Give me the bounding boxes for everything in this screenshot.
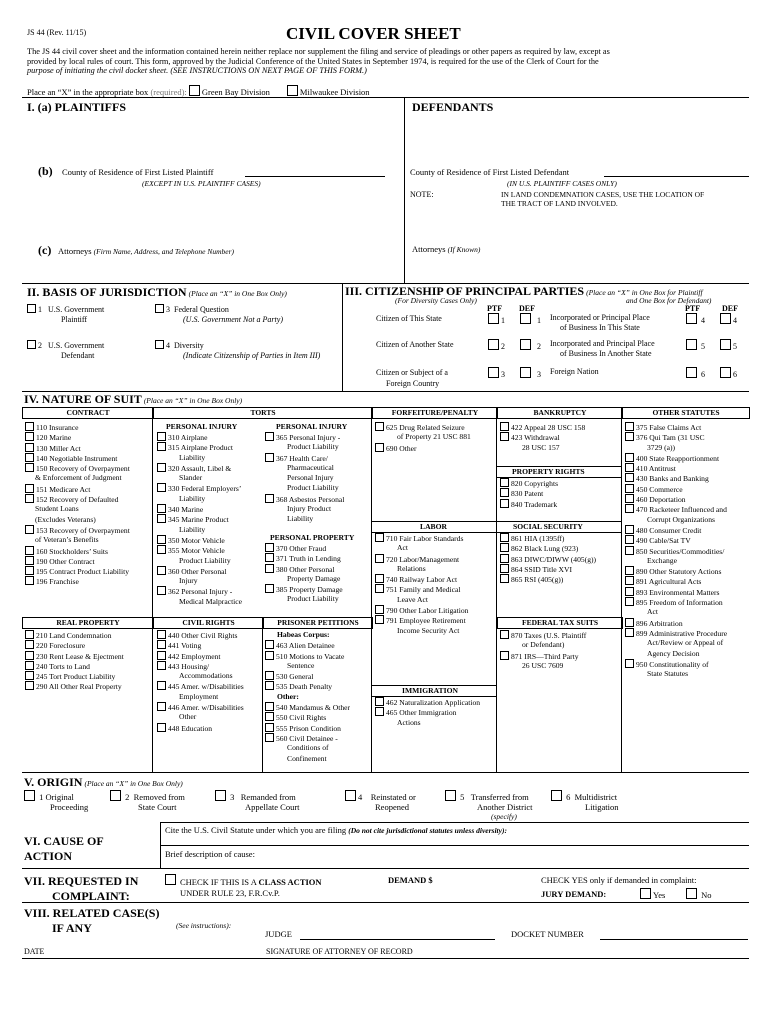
list-item[interactable]: 385 Property Damage xyxy=(265,584,343,594)
list-item[interactable]: 840 Trademark xyxy=(500,499,558,509)
list-item[interactable]: 560 Civil Detainee - xyxy=(265,733,350,743)
list-item[interactable]: 510 Motions to Vacate xyxy=(265,651,350,661)
intro-text: The JS 44 civil cover sheet and the information contained herein neither replace nor supplement the filing and service of pleadings or other papers as required by law, except as provided by local rules of court. This form, approved by the Judicial Conference of the United States in September 1974, is required for the use of the Clerk of Court for the purpose of initiating the civil docket sheet. (SEE INSTRUCTIONS ON NEXT PAGE OF THIS FORM.) xyxy=(27,47,610,75)
nature-of-suit-heading: IV. NATURE OF SUIT (Place an “X” in One Box Only) xyxy=(24,392,243,406)
list-item[interactable]: 375 False Claims Act xyxy=(625,422,727,432)
list-item[interactable]: 465 Other Immigration xyxy=(375,707,480,717)
list-item[interactable]: 442 Employment xyxy=(157,651,244,661)
personal-property-list: 370 Other Fraud 371 Truth in Lending 380 Other Personal Property Damage 385 Property Damage Product Liability xyxy=(265,543,343,605)
list-item[interactable]: 360 Other Personal xyxy=(157,566,242,576)
list-item[interactable]: 895 Freedom of Information xyxy=(625,597,727,607)
list-item[interactable]: 890 Other Statutory Actions xyxy=(625,566,727,576)
list-item[interactable]: 440 Other Civil Rights xyxy=(157,630,244,640)
list-item[interactable]: 450 Commerce xyxy=(625,484,727,494)
civil-rights-list: 440 Other Civil Rights 441 Voting 442 Employment 443 Housing/ Accommodations 445 Amer. w/Disabilities Employment 446 Amer. w/Disabilities Other 448 Education xyxy=(157,630,244,733)
list-item[interactable]: 865 RSI (405(g)) xyxy=(500,574,596,584)
incorporated-this-state-ptf[interactable]: 4 xyxy=(686,313,705,325)
list-item[interactable]: 791 Employee Retirement xyxy=(375,615,468,625)
forfeiture-header: FORFEITURE/PENALTY xyxy=(372,407,498,419)
list-item[interactable]: 625 Drug Related Seizure xyxy=(375,422,471,432)
plaintiff-attorneys-label: Attorneys (Firm Name, Address, and Telephone Number) xyxy=(58,246,234,256)
foreign-nation-def[interactable]: 6 xyxy=(720,367,737,379)
list-item[interactable]: 368 Asbestos Personal xyxy=(265,494,344,504)
list-item[interactable]: 400 State Reapportionment xyxy=(625,453,727,463)
citizen-foreign-def[interactable]: 3 xyxy=(520,367,541,379)
incorporated-another-state-def[interactable]: 5 xyxy=(720,339,737,351)
requested-heading: VII. REQUESTED IN COMPLAINT: xyxy=(24,874,139,903)
list-item[interactable]: 535 Death Penalty xyxy=(265,681,350,691)
cause-heading: VI. CAUSE OF ACTION xyxy=(24,834,104,863)
other-statutes-list: 375 False Claims Act 376 Qui Tam (31 USC 3729 (a)) 400 State Reapportionment 410 Antitrust 430 Banks and Banking 450 Commerce 460 Deportation 470 Racketeer Influenced and Corrupt Organizations 480 Consumer Credit 490 Cable/Sat TV 850 Securities/Commodities/ Exchange 890 Other Statutory Actions 891 Agricultural Acts 893 Environmental Matters 895 Freedom of Information Act 896 Arbitration 899 Administrative Procedure Act/Review or Appeal of Agency Decision 950 Constitutionality of State Statutes xyxy=(625,422,727,679)
date-label: DATE xyxy=(24,947,45,956)
list-item[interactable]: 463 Alien Detainee xyxy=(265,640,350,650)
note-text: IN LAND CONDEMNATION CASES, USE THE LOCATION OF THE TRACT OF LAND INVOLVED. xyxy=(501,190,705,208)
list-item[interactable]: 460 Deportation xyxy=(625,494,727,504)
docket-label: DOCKET NUMBER xyxy=(511,929,584,939)
form-id: JS 44 (Rev. 11/15) xyxy=(27,28,87,37)
list-item[interactable]: 445 Amer. w/Disabilities xyxy=(157,681,244,691)
contract-list: 110 Insurance 120 Marine 130 Miller Act 140 Negotiable Instrument 150 Recovery of Overpayment & Enforcement of Judgment 151 Medicare Act 152 Recovery of Defaulted Student Loans (Excludes Veterans) 153 Recovery of Overpayment of Veteran’s Benefits 160 Stockholders’ Suits 190 Other Contract 195 Contract Product Liability 196 Franchise xyxy=(25,422,130,587)
list-item[interactable]: 153 Recovery of Overpayment xyxy=(25,525,130,535)
list-item[interactable]: 245 Tort Product Liability xyxy=(25,671,124,681)
jury-no-checkbox[interactable]: No xyxy=(686,888,712,900)
origin-heading: V. ORIGIN (Place an “X” in One Box Only) xyxy=(24,775,183,789)
plaintiffs-heading: I. (a) PLAINTIFFS xyxy=(27,100,127,114)
judge-label: JUDGE xyxy=(265,929,292,939)
brief-description-label: Brief description of cause: xyxy=(165,849,255,859)
list-item[interactable]: 380 Other Personal xyxy=(265,564,343,574)
list-item[interactable]: 152 Recovery of Defaulted xyxy=(25,494,130,504)
list-item[interactable]: 160 Stockholders’ Suits xyxy=(25,546,130,556)
list-item[interactable]: 740 Railway Labor Act xyxy=(375,574,468,584)
list-item[interactable]: 110 Insurance xyxy=(25,422,130,432)
list-item[interactable]: 550 Civil Rights xyxy=(265,712,350,722)
defendants-heading: DEFENDANTS xyxy=(412,100,494,114)
list-item[interactable]: 480 Consumer Credit xyxy=(625,525,727,535)
list-item[interactable]: 196 Franchise xyxy=(25,576,130,586)
list-item[interactable]: 371 Truth in Lending xyxy=(265,553,343,563)
federal-tax-list: 870 Taxes (U.S. Plaintiff or Defendant) 871 IRS—Third Party 26 USC 7609 xyxy=(500,630,586,671)
related-cases-heading: VIII. RELATED CASE(S) IF ANY xyxy=(24,906,160,935)
personal-injury-list: 310 Airplane 315 Airplane Product Liability 320 Assault, Libel & Slander 330 Federal Employers’ Liability 340 Marine 345 Marine Product Liability 350 Motor Vehicle 355 Motor Vehicle Product Liability 360 Other Personal Injury 362 Personal Injury - Medical Malpractice xyxy=(157,432,242,607)
list-item[interactable]: 130 Miller Act xyxy=(25,443,130,453)
judge-field[interactable] xyxy=(300,939,495,940)
jurisdiction-3[interactable]: 3 Federal Question (U.S. Government Not a Party) xyxy=(155,304,283,324)
defendant-attorneys-label: Attorneys (If Known) xyxy=(412,244,481,254)
docket-field[interactable] xyxy=(600,939,748,940)
list-item[interactable]: 555 Prison Condition xyxy=(265,723,350,733)
list-item[interactable]: 820 Copyrights xyxy=(500,478,558,488)
list-item[interactable]: 950 Constitutionality of xyxy=(625,659,727,669)
green-bay-checkbox[interactable] xyxy=(189,85,200,96)
immigration-list: 462 Naturalization Application 465 Other Immigration Actions xyxy=(375,697,480,728)
cite-label: Cite the U.S. Civil Statute under which you are filing (Do not cite jurisdictional statutes unless diversity): xyxy=(165,825,507,835)
incorporated-this-state-def[interactable]: 4 xyxy=(720,313,737,325)
origin-2[interactable]: 2 Removed from State Court xyxy=(110,790,185,812)
jurisdiction-1[interactable]: 1 U.S. Government Plaintiff xyxy=(27,304,104,324)
property-rights-list xyxy=(500,478,558,509)
division-row: Place an “X” in the appropriate box (required): Green Bay Division Milwaukee Division xyxy=(27,87,370,97)
origin-3[interactable]: 3 Remanded from Appellate Court xyxy=(215,790,300,812)
torts-header: TORTS xyxy=(153,407,373,419)
prisoner-list: Habeas Corpus: 463 Alien Detainee 510 Motions to Vacate Sentence 530 General 535 Death Penalty Other: 540 Mandamus & Other 550 Civil Rights 555 Prison Condition 560 Civil Detainee - Conditions of Confinement xyxy=(265,630,350,764)
foreign-nation-ptf[interactable]: 6 xyxy=(686,367,705,379)
list-item[interactable]: 210 Land Condemnation xyxy=(25,630,124,640)
labor-list: 710 Fair Labor Standards Act 720 Labor/Management Relations 740 Railway Labor Act 751 Family and Medical Leave Act 790 Other Labor Litigation 791 Employee Retirement Income Security Act xyxy=(375,533,468,636)
incorporated-another-state-ptf[interactable]: 5 xyxy=(686,339,705,351)
personal-injury-2-list: 365 Personal Injury - Product Liability 367 Health Care/ Pharmaceutical Personal Injury Product Liability 368 Asbestos Personal Injury Product Liability xyxy=(265,432,344,525)
plaintiff-county-field[interactable] xyxy=(245,176,385,177)
origin-5[interactable]: 5 Transferred from Another District (specify) xyxy=(445,790,532,822)
list-item[interactable]: 151 Medicare Act xyxy=(25,484,130,494)
defendant-county-field[interactable] xyxy=(604,176,749,177)
citizen-this-state-ptf[interactable]: 1 xyxy=(488,313,505,325)
citizenship-heading: III. CITIZENSHIP OF PRINCIPAL PARTIES (Place an “X” in One Box for Plaintiff xyxy=(345,284,703,298)
list-item[interactable]: 891 Agricultural Acts xyxy=(625,576,727,586)
bankruptcy-list: 422 Appeal 28 USC 158 423 Withdrawal 28 USC 157 xyxy=(500,422,585,453)
jurisdiction-heading: II. BASIS OF JURISDICTION (Place an “X” in One Box Only) xyxy=(27,285,287,299)
list-item[interactable]: 195 Contract Product Liability xyxy=(25,566,130,576)
citizen-this-state-def[interactable]: 1 xyxy=(520,313,541,325)
jury-yes-checkbox[interactable]: Yes xyxy=(640,888,665,900)
list-item[interactable]: 790 Other Labor Litigation xyxy=(375,605,468,615)
list-item[interactable]: 290 All Other Real Property xyxy=(25,681,124,691)
defendant-county-label: County of Residence of First Listed Defendant xyxy=(410,167,570,177)
jurisdiction-2[interactable]: 2 U.S. Government Defendant xyxy=(27,340,104,360)
list-item[interactable]: 410 Antitrust xyxy=(625,463,727,473)
list-item[interactable]: 490 Cable/Sat TV xyxy=(625,535,727,545)
list-item[interactable]: 350 Motor Vehicle xyxy=(157,535,242,545)
list-item[interactable]: 443 Housing/ xyxy=(157,661,244,671)
list-item[interactable]: 448 Education xyxy=(157,723,244,733)
list-item[interactable]: 423 Withdrawal xyxy=(500,432,585,442)
list-item[interactable]: 367 Health Care/ xyxy=(265,453,344,463)
plaintiff-county-label: County of Residence of First Listed Plaintiff xyxy=(62,167,214,177)
other-statutes-header: OTHER STATUTES xyxy=(622,407,750,419)
list-item[interactable]: 830 Patent xyxy=(500,488,558,498)
bankruptcy-header: BANKRUPTCY xyxy=(497,407,623,419)
list-item[interactable]: 230 Rent Lease & Ejectment xyxy=(25,651,124,661)
real-property-list xyxy=(25,630,124,692)
origin-4[interactable]: 4 Reinstated or Reopened xyxy=(345,790,416,812)
list-item[interactable]: 430 Banks and Banking xyxy=(625,473,727,483)
list-item[interactable]: 310 Airplane xyxy=(157,432,242,442)
forfeiture-list: 625 Drug Related Seizure of Property 21 USC 881 690 Other xyxy=(375,422,471,453)
list-item[interactable]: 871 IRS—Third Party xyxy=(500,651,586,661)
list-item[interactable]: 864 SSID Title XVI xyxy=(500,564,596,574)
list-item[interactable]: 720 Labor/Management xyxy=(375,554,468,564)
citizen-another-state-ptf[interactable]: 2 xyxy=(488,339,505,351)
page-title: CIVIL COVER SHEET xyxy=(286,24,461,43)
list-item[interactable]: 870 Taxes (U.S. Plaintiff xyxy=(500,630,586,640)
list-item[interactable]: 355 Motor Vehicle xyxy=(157,545,242,555)
jurisdiction-4[interactable]: 4 Diversity (Indicate Citizenship of Parties in Item III) xyxy=(155,340,320,360)
list-item[interactable]: 751 Family and Medical xyxy=(375,584,468,594)
b-label: (b) xyxy=(38,164,53,178)
origin-1[interactable]: 1 Original Proceeding xyxy=(24,790,88,812)
list-item[interactable]: 376 Qui Tam (31 USC xyxy=(625,432,727,442)
citizen-foreign-ptf[interactable]: 3 xyxy=(488,367,505,379)
list-item[interactable]: 862 Black Lung (923) xyxy=(500,543,596,553)
list-item[interactable]: 345 Marine Product xyxy=(157,514,242,524)
list-item[interactable]: 462 Naturalization Application xyxy=(375,697,480,707)
social-security-list xyxy=(500,533,596,584)
list-item[interactable]: 320 Assault, Libel & xyxy=(157,463,242,473)
list-item[interactable]: 315 Airplane Product xyxy=(157,442,242,452)
milwaukee-checkbox[interactable] xyxy=(287,85,298,96)
list-item[interactable]: 530 General xyxy=(265,671,350,681)
list-item[interactable]: 690 Other xyxy=(375,443,471,453)
list-item[interactable]: 330 Federal Employers’ xyxy=(157,483,242,493)
list-item[interactable]: 120 Marine xyxy=(25,432,130,442)
list-item[interactable]: 441 Voting xyxy=(157,640,244,650)
list-item[interactable]: 150 Recovery of Overpayment xyxy=(25,463,130,473)
citizen-another-state-def[interactable]: 2 xyxy=(520,339,541,351)
list-item[interactable]: 370 Other Fraud xyxy=(265,543,343,553)
class-action-checkbox[interactable] xyxy=(165,874,178,886)
list-item[interactable]: 240 Torts to Land xyxy=(25,661,124,671)
list-item[interactable]: 220 Foreclosure xyxy=(25,640,124,650)
list-item[interactable]: 446 Amer. w/Disabilities xyxy=(157,702,244,712)
contract-header: CONTRACT xyxy=(22,407,154,419)
list-item[interactable]: 470 Racketeer Influenced and xyxy=(625,504,727,514)
list-item[interactable]: 893 Environmental Matters xyxy=(625,587,727,597)
signature-label: SIGNATURE OF ATTORNEY OF RECORD xyxy=(266,947,413,956)
list-item[interactable]: 896 Arbitration xyxy=(625,618,727,628)
list-item[interactable]: 710 Fair Labor Standards xyxy=(375,533,468,543)
list-item[interactable]: 540 Mandamus & Other xyxy=(265,702,350,712)
list-item[interactable]: 190 Other Contract xyxy=(25,556,130,566)
list-item[interactable]: 365 Personal Injury - xyxy=(265,432,344,442)
list-item[interactable]: 899 Administrative Procedure xyxy=(625,628,727,638)
list-item[interactable]: 850 Securities/Commodities/ xyxy=(625,546,727,556)
list-item[interactable]: 362 Personal Injury - xyxy=(157,586,242,596)
origin-6[interactable]: 6 Multidistrict Litigation xyxy=(551,790,619,812)
list-item[interactable]: 340 Marine xyxy=(157,504,242,514)
list-item[interactable]: 863 DIWC/DIWW (405(g)) xyxy=(500,554,596,564)
list-item[interactable]: 140 Negotiable Instrument xyxy=(25,453,130,463)
demand-label: DEMAND $ xyxy=(388,875,433,885)
list-item[interactable]: 422 Appeal 28 USC 158 xyxy=(500,422,585,432)
list-item[interactable]: 861 HIA (1395ff) xyxy=(500,533,596,543)
